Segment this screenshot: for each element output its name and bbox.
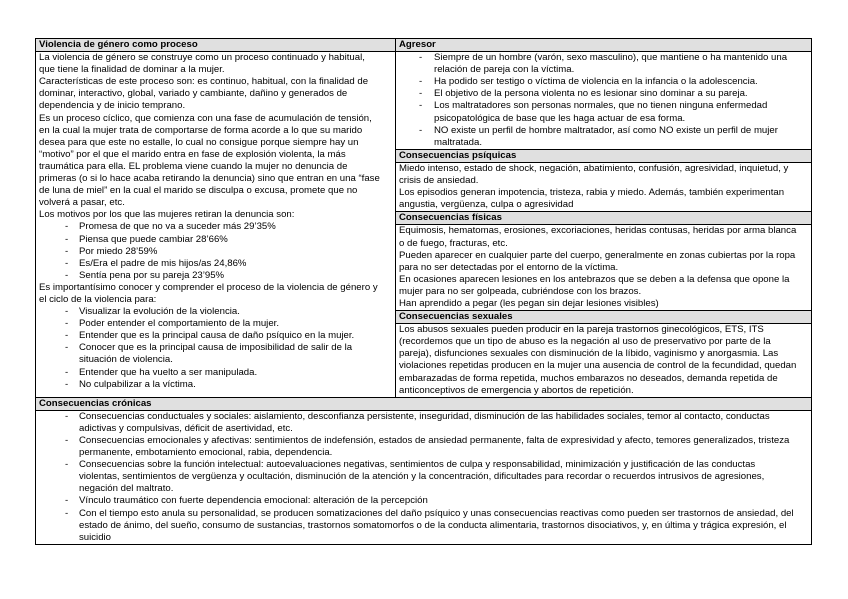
text-line: Han aprendido a pegar (les pegan sin dejar lesiones visibles): [399, 297, 659, 309]
text-line: Miedo intenso, estado de shock, negación, abatimiento, confusión, agresividad, inquietud, y: [399, 162, 789, 174]
header-consecuencias-psiquicas: Consecuencias psíquicas: [396, 149, 812, 162]
text-line: Es importantísimo conocer y comprender el proceso de la violencia de género y: [39, 281, 378, 293]
bullet-marker: -: [65, 366, 69, 378]
paragraph: [39, 113, 392, 210]
bullet-item: [39, 270, 392, 282]
paragraph: [39, 52, 392, 76]
text-line: Características de este proceso son: es continuo, habitual, con la finalidad de: [39, 76, 369, 88]
text-line: Los episodios generan impotencia, tristeza, rabia y miedo. Además, también experimentan: [399, 187, 785, 199]
bullet-item: [39, 367, 392, 379]
text-line: NO existe un perfil de hombre maltratador, así como NO existe un perfil de mujer: [434, 124, 778, 136]
bullet-marker: -: [65, 507, 69, 519]
text-line: violaciones repetidas producen en la mujer una ausencia de control de la fecundidad, quedan: [399, 360, 797, 372]
text-line: estado de ánimo, del sueño, consumo de sustancias, trastornos somatomorfos o de la conducta alimentaria, trastornos disociativos, y, en última y trágica expresión, el: [79, 519, 787, 531]
bullet-marker: -: [419, 76, 423, 88]
bullet-marker: -: [419, 124, 423, 136]
text-line: mujer para no ser golpeada, cubriéndose con los brazos.: [399, 285, 642, 297]
paragraph: [399, 298, 808, 310]
text-line: Pueden aparecer en cualquier parte del cuerpo, generalmente en zonas cubiertas por la ropa: [399, 249, 796, 261]
text-line: En ocasiones aparecen lesiones en los antebrazos que se deben a la defensa que opone la: [399, 273, 790, 285]
bullet-item: [39, 459, 808, 495]
text-line: embarazadas de forma repetida, muchos embarazos no deseados, demanda repetida de: [399, 372, 778, 384]
text-line: psicopatológica de base que les haga actuar de esa forma.: [434, 112, 686, 124]
bullet-marker: -: [65, 378, 69, 390]
text-line: Los maltratadores son personas normales, que no tienen ninguna enfermedad: [434, 100, 768, 112]
bullet-marker: -: [65, 495, 69, 507]
bullet-marker: -: [65, 257, 69, 269]
text-line: “motivo” por el que el marido entra en fase de explosión violenta, la más: [39, 148, 346, 160]
bullet-item: [39, 495, 808, 507]
bullet-marker: -: [419, 100, 423, 112]
text-line: Piensa que puede cambiar 28’66%: [79, 233, 228, 245]
text-line: Los abusos sexuales pueden producir en la pareja trastornos ginecológicos, ETS, ITS: [399, 324, 764, 336]
text-line: violentas, sentimientos de vergüenza y ocultación, disminución de la atención y la concentración, dificultades para recordar o recuerdos intrusivos de agresiones,: [79, 471, 765, 483]
text-line: desea para que este no estalle, lo cual no consigue porque siempre hay un: [39, 136, 359, 148]
bullet-item: [39, 306, 392, 318]
header-consecuencias-cronicas: Consecuencias crónicas: [36, 397, 812, 410]
paragraph: [399, 250, 808, 274]
bullet-marker: -: [419, 88, 423, 100]
text-line: para no ser detectadas por el entorno de la víctima.: [399, 261, 619, 273]
header-consecuencias-sexuales: Consecuencias sexuales: [396, 311, 812, 324]
text-line: Vínculo traumático con fuerte dependencia emocional: alteración de la percepción: [79, 495, 428, 507]
text-line: anticonceptivos de emergencia y abortos de repetición.: [399, 384, 634, 396]
text-line: traumática para ella. EL problema viene cuando la mujer no denuncia de: [39, 160, 348, 172]
bullet-item: [39, 342, 392, 366]
bullet-item: [39, 221, 392, 233]
fisicas-content: [396, 225, 812, 311]
text-line: relación de pareja con la víctima.: [434, 64, 575, 76]
text-line: o de fuego, fracturas, etc.: [399, 237, 508, 249]
text-line: suicidio: [79, 531, 111, 543]
bullet-marker: -: [65, 233, 69, 245]
text-line: Consecuencias conductuales y sociales: aislamiento, desconfianza persistente, inseguridad, disminución de las habilidades sociales, temor al contacto, conductas: [79, 410, 770, 422]
bullet-item: [39, 411, 808, 435]
text-line: (recordemos que un tipo de abuso es la negación al uso de preservativo por parte de la: [399, 336, 771, 348]
paragraph: [399, 274, 808, 298]
text-line: angustia, vergüenza, culpa o agresividad: [399, 199, 574, 211]
bullet-item: [39, 435, 808, 459]
text-line: dominar, interactivo, global, variado y cambiante, dañino y generados de: [39, 88, 348, 100]
text-line: en la cual la mujer trata de comportarse de forma acorde a lo que su marido: [39, 124, 363, 136]
paragraph: [399, 324, 808, 397]
psiquicas-content: [396, 162, 812, 211]
bullet-item: [39, 330, 392, 342]
text-line: Es/Era el padre de mis hijos/as 24,86%: [79, 257, 247, 269]
text-line: maltratada.: [434, 136, 482, 148]
text-line: crisis de ansiedad.: [399, 175, 479, 187]
bullet-item: [39, 318, 392, 330]
text-line: Siempre de un hombre (varón, sexo masculino), que mantiene o ha mantenido una: [434, 52, 788, 64]
bullet-marker: -: [65, 435, 69, 446]
document-table: [35, 38, 812, 545]
sexuales-content: [396, 324, 812, 398]
paragraph: [399, 187, 808, 211]
text-line: Los motivos por los que las mujeres retiran la denuncia son:: [39, 209, 295, 221]
bullet-marker: -: [65, 245, 69, 257]
bullet-marker: -: [65, 410, 69, 422]
bullet-item: [39, 234, 392, 246]
text-line: Equimosis, hematomas, erosiones, excoriaciones, heridas contusas, heridas por arma blanca: [399, 225, 797, 237]
bullet-item: [39, 246, 392, 258]
bullet-item: [399, 100, 808, 124]
text-line: el ciclo de la violencia para:: [39, 293, 157, 305]
text-line: negación del maltrato.: [79, 483, 174, 495]
bullet-item: [399, 76, 808, 88]
bullet-marker: -: [65, 306, 69, 318]
bullet-marker: -: [65, 269, 69, 281]
text-line: El objetivo de la persona violenta no es lesionar sino dominar a su pareja.: [434, 88, 748, 100]
paragraph: [39, 282, 392, 306]
text-line: Ha podido ser testigo o víctima de violencia en la infancia o la adolescencia.: [434, 76, 758, 88]
document-table-body: [36, 39, 812, 545]
cronicas-content: [36, 410, 812, 544]
bullet-marker: -: [419, 52, 423, 64]
agresor-content: [396, 52, 812, 150]
text-line: Con el tiempo esto anula su personalidad, se producen somatizaciones del daño psíquico y unas consecuencias reactivas como pueden ser trastornos de ansiedad, del: [79, 507, 794, 519]
paragraph: [39, 76, 392, 112]
text-line: Entender que ha vuelto a ser manipulada.: [79, 366, 258, 378]
text-line: Es un proceso cíclico, que comienza con una fase de acumulación de tensión,: [39, 112, 372, 124]
text-line: Consecuencias emocionales y afectivas: sentimientos de indefensión, estados de ansiedad permanente, falta de expresividad y afecto, temores generalizados, tristeza: [79, 435, 790, 446]
text-line: permanente, embotamiento emocional, rabia, dependencia.: [79, 447, 333, 459]
text-line: Conocer que es la principal causa de imposibilidad de salir de la: [79, 342, 353, 354]
bullet-marker: -: [65, 318, 69, 330]
text-line: pareja), disfunciones sexuales con disminución de la líbido, vaginismo y anorgasmia. Las: [399, 348, 779, 360]
bullet-item: [39, 258, 392, 270]
header-violencia-proceso: Violencia de género como proceso: [36, 39, 396, 52]
text-line: volverá a pasar, etc.: [39, 197, 125, 209]
header-row: [36, 39, 812, 52]
bullet-item: [39, 379, 392, 391]
proceso-content: [36, 52, 396, 398]
text-line: La violencia de género se construye como un proceso continuado y habitual,: [39, 52, 365, 64]
body-row-agresor: [36, 52, 812, 150]
paragraph: [399, 163, 808, 187]
text-line: de luna de miel” en la cual el marido se disculpa o excusa, promete que no: [39, 185, 358, 197]
text-line: Sentía pena por su pareja 23’95%: [79, 269, 225, 281]
body-row-cronicas: [36, 410, 812, 544]
text-line: adictivas y compulsivas, déficit de asertividad, etc.: [79, 422, 293, 434]
text-line: No culpabilizar a la víctima.: [79, 378, 196, 390]
bullet-item: [39, 508, 808, 544]
bullet-marker: -: [65, 221, 69, 233]
header-agresor: Agresor: [396, 39, 812, 52]
text-line: que tiene la finalidad de dominar a la mujer.: [39, 64, 225, 76]
bullet-marker: -: [65, 342, 69, 354]
text-line: dependencia y de inicio temprano.: [39, 100, 186, 112]
text-line: Visualizar la evolución de la violencia.: [79, 306, 240, 318]
text-line: situación de violencia.: [79, 354, 173, 366]
bullet-marker: -: [65, 330, 69, 342]
bullet-item: [399, 125, 808, 149]
text-line: Por miedo 28’59%: [79, 245, 158, 257]
bullet-item: [399, 52, 808, 76]
text-line: Poder entender el comportamiento de la mujer.: [79, 318, 279, 330]
header-row-cronicas: [36, 397, 812, 410]
paragraph: [39, 209, 392, 221]
text-line: Promesa de que no va a suceder más 29’35%: [79, 221, 276, 233]
text-line: primeras (o si lo hace acaba retirando la denuncia) sino que entran en una “fase: [39, 173, 380, 185]
text-line: Consecuencias sobre la función intelectual: autoevaluaciones negativas, sentimientos de culpa y responsabilidad, minimización y justificación de las conductas: [79, 459, 756, 471]
bullet-marker: -: [65, 459, 69, 471]
header-consecuencias-fisicas: Consecuencias físicas: [396, 212, 812, 225]
text-line: Entender que es la principal causa de daño psíquico en la mujer.: [79, 330, 355, 342]
bullet-item: [399, 88, 808, 100]
paragraph: [399, 225, 808, 249]
